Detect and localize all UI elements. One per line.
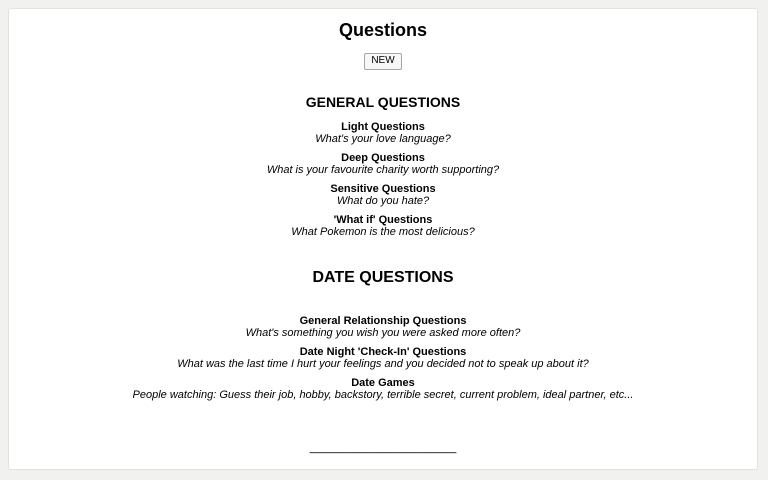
question-item xyxy=(9,215,757,237)
new-button-row xyxy=(9,41,757,70)
question-category-title: Light Questions xyxy=(341,121,425,133)
section-general-questions xyxy=(9,95,757,237)
questions-page-card xyxy=(8,8,758,470)
section-date-questions xyxy=(9,269,757,400)
date-question-list xyxy=(9,316,757,400)
question-category-title: Date Games xyxy=(351,377,415,389)
question-category-title: General Relationship Questions xyxy=(299,315,467,327)
question-item xyxy=(9,184,757,206)
question-category-title: 'What if' Questions xyxy=(333,214,433,226)
question-category-title: Deep Questions xyxy=(341,152,425,164)
section-heading-date: DATE QUESTIONS xyxy=(312,269,454,286)
question-category-title: Sensitive Questions xyxy=(330,183,436,195)
new-button[interactable]: NEW xyxy=(364,53,401,70)
page-title: Questions xyxy=(338,20,427,40)
question-category-title: Date Night 'Check-In' Questions xyxy=(299,346,467,358)
question-example: What do you hate? xyxy=(336,195,430,207)
question-item xyxy=(9,122,757,144)
question-example: People watching: Guess their job, hobby, backstory, terrible secret, current problem, ideal partner, etc... xyxy=(132,389,634,401)
question-example: What's something you wish you were asked more often? xyxy=(245,327,521,339)
general-question-list xyxy=(9,122,757,237)
question-example: What Pokemon is the most delicious? xyxy=(291,226,475,238)
question-example: What's your love language? xyxy=(315,133,451,145)
separator-line: ________________________ xyxy=(309,442,457,454)
question-item xyxy=(9,153,757,175)
question-item xyxy=(9,347,757,369)
question-example: What is your favourite charity worth supporting? xyxy=(266,164,500,176)
section-heading-general: GENERAL QUESTIONS xyxy=(305,94,461,110)
question-item xyxy=(9,378,757,400)
question-item xyxy=(9,316,757,338)
question-example: What was the last time I hurt your feelings and you decided not to speak up about it? xyxy=(177,358,589,370)
